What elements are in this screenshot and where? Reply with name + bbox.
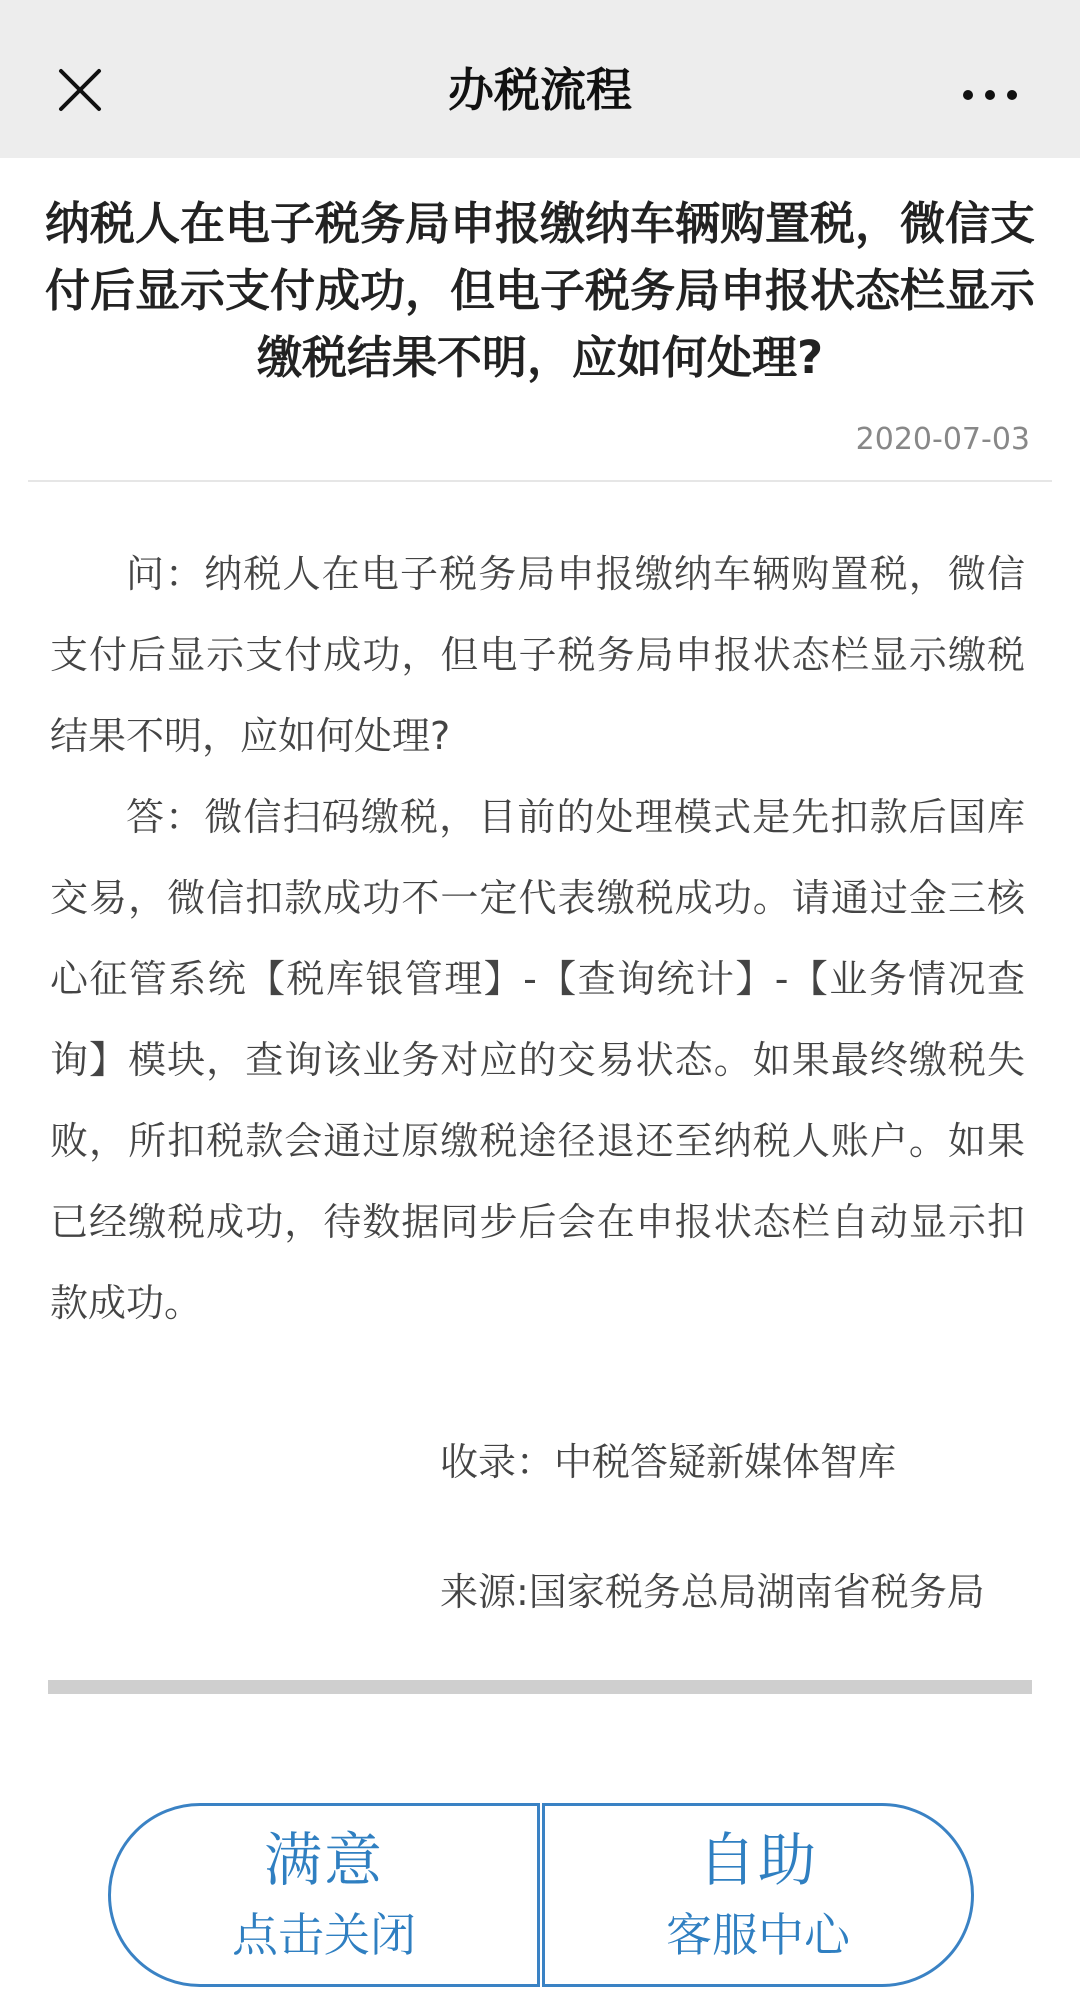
customer-service-label: 客服中心 xyxy=(666,1908,850,1962)
header-divider xyxy=(28,480,1052,482)
article-date: 2020-07-03 xyxy=(855,422,1030,457)
more-button[interactable] xyxy=(940,55,1040,135)
top-navbar xyxy=(0,0,1080,158)
satisfied-label: 满意 xyxy=(263,1826,384,1894)
click-close-label: 点击关闭 xyxy=(232,1908,416,1962)
collected-by-text: 收录：中税答疑新媒体智库 xyxy=(440,1440,897,1484)
close-icon xyxy=(56,66,104,114)
satisfied-close-button[interactable] xyxy=(108,1803,540,1987)
page-title: 办税流程 xyxy=(448,63,632,117)
horizontal-scrollbar[interactable] xyxy=(48,1680,1032,1694)
self-service-label: 自助 xyxy=(697,1826,818,1894)
close-button[interactable] xyxy=(40,50,120,130)
question-paragraph: 问：纳税人在电子税务局申报缴纳车辆购置税，微信支付后显示支付成功，但电子税务局申报状态栏显示缴税结果不明，应如何处理? xyxy=(50,552,1025,758)
article-body xyxy=(50,534,1025,1344)
self-service-button[interactable] xyxy=(542,1803,974,1987)
article-title: 纳税人在电子税务局申报缴纳车辆购置税，微信支付后显示支付成功，但电子税务局申报状态栏显示缴税结果不明，应如何处理? xyxy=(44,197,1035,384)
source-text: 来源:国家税务总局湖南省税务局 xyxy=(440,1570,985,1614)
more-dots-icon xyxy=(960,85,1020,105)
answer-paragraph: 答：微信扫码缴税，目前的处理模式是先扣款后国库交易，微信扣款成功不一定代表缴税成功。请通过金三核心征管系统【税库银管理】-【查询统计】-【业务情况查询】模块，查询该业务对应的交易状态。如果最终缴税失败，所扣税款会通过原缴税途径退还至纳税人账户。如果已经缴税成功，待数据同步后会在申报状态栏自动显示扣款成功。 xyxy=(50,795,1025,1325)
